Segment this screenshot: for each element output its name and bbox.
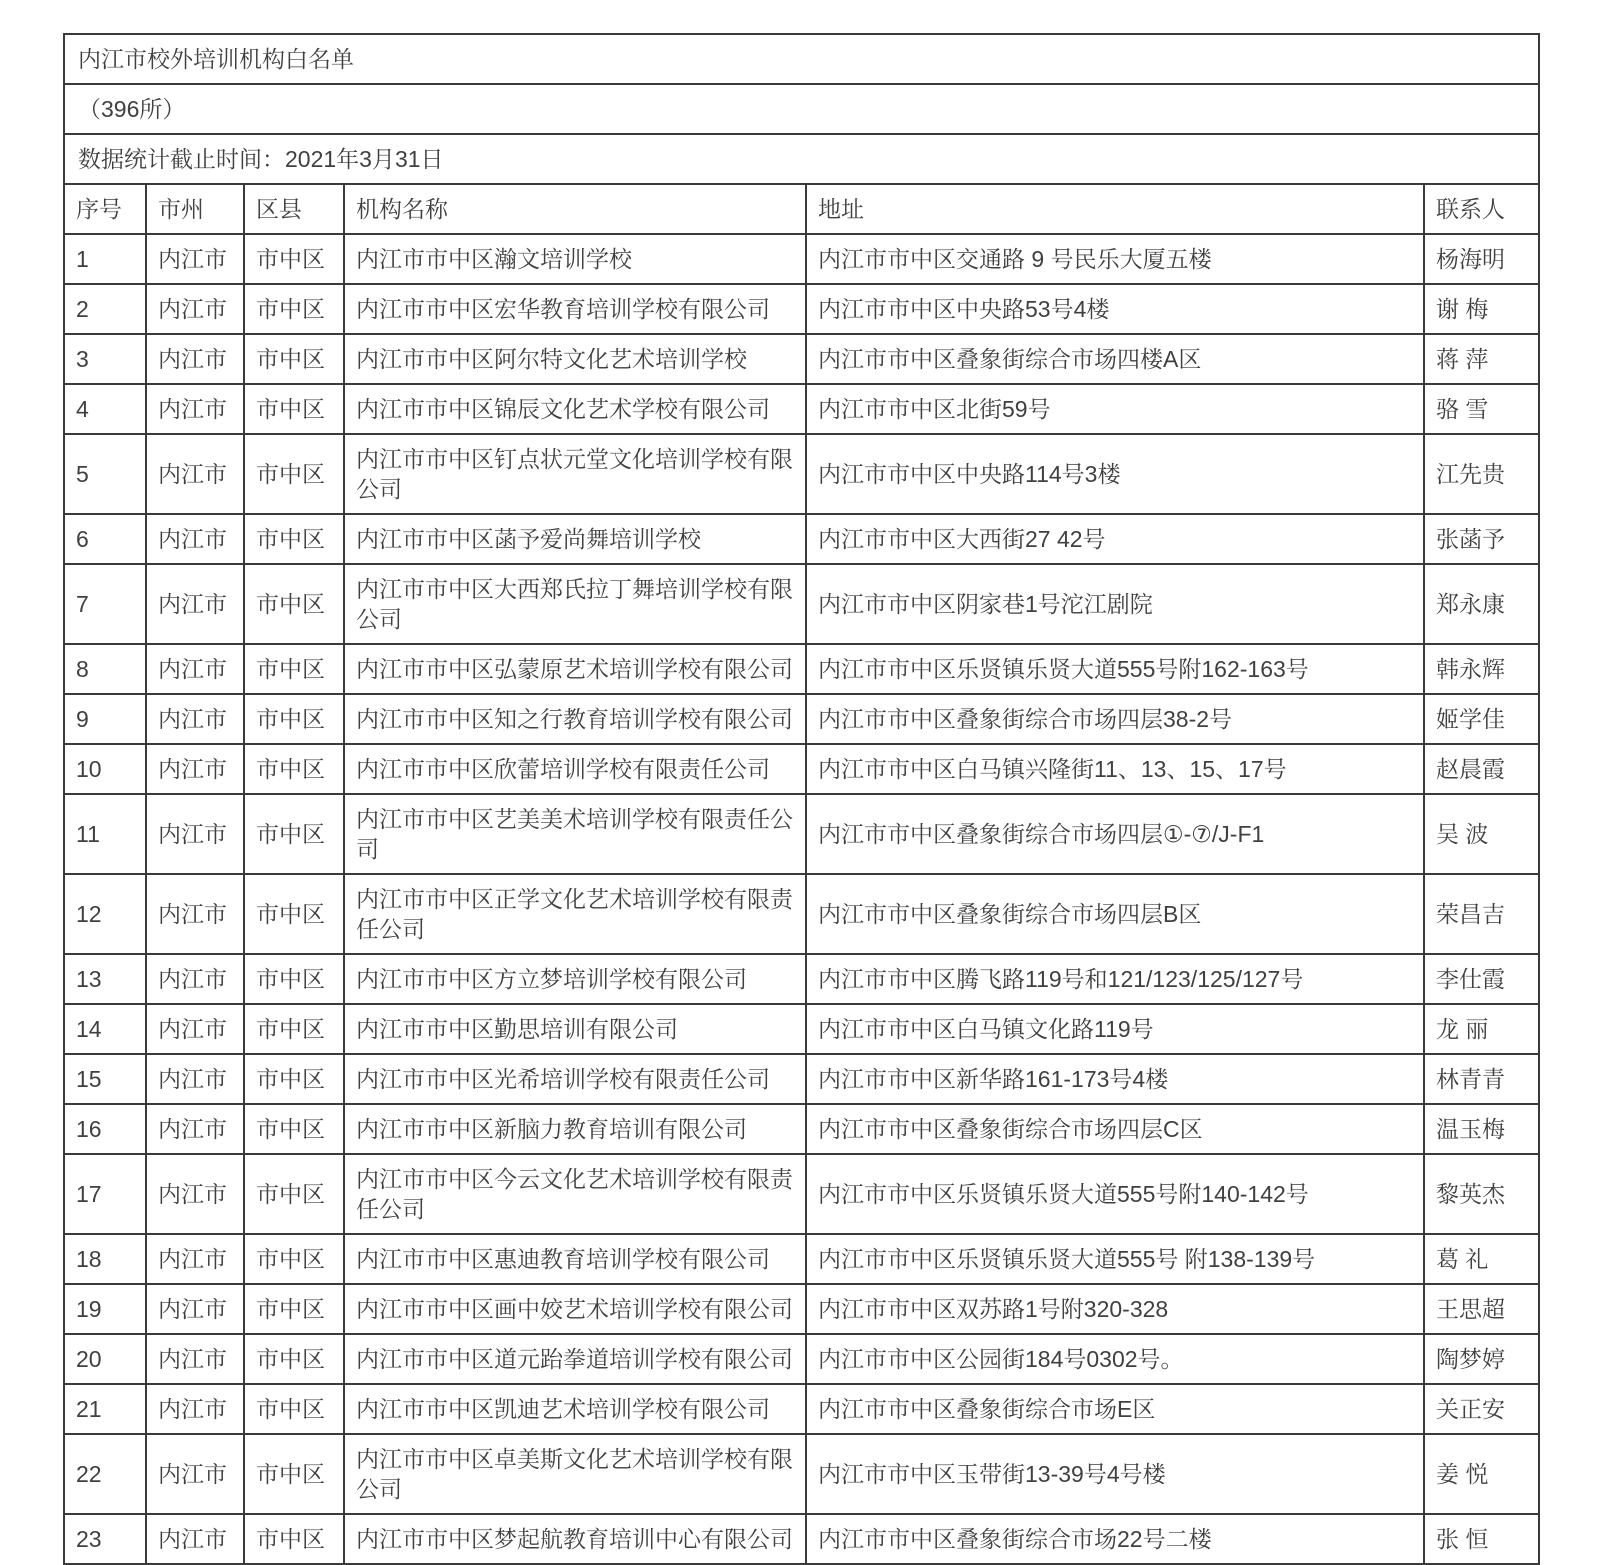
table-row: [64, 1104, 1539, 1154]
whitelist-table: [63, 33, 1540, 1565]
cell-district: 市中区: [244, 334, 344, 384]
cell-district: 市中区: [244, 954, 344, 1004]
cell-address: 内江市市中区双苏路1号附320-328: [806, 1284, 1424, 1334]
table-row: [64, 1054, 1539, 1104]
cell-district: 市中区: [244, 1154, 344, 1234]
cell-city: 内江市: [146, 1334, 244, 1384]
cell-district: 市中区: [244, 1334, 344, 1384]
cell-address: 内江市市中区乐贤镇乐贤大道555号附162-163号: [806, 644, 1424, 694]
cell-index: 5: [64, 434, 146, 514]
table-row: [64, 1514, 1539, 1564]
cell-address: 内江市市中区叠象街综合市场四层B区: [806, 874, 1424, 954]
cell-name: 内江市市中区凯迪艺术培训学校有限公司: [344, 1384, 806, 1434]
header-address: 地址: [806, 184, 1424, 234]
cell-contact: 关正安: [1424, 1384, 1539, 1434]
cell-name: 内江市市中区方立梦培训学校有限公司: [344, 954, 806, 1004]
header-name: 机构名称: [344, 184, 806, 234]
cell-name: 内江市市中区菡予爱尚舞培训学校: [344, 514, 806, 564]
cell-index: 7: [64, 564, 146, 644]
cell-contact: 姜 悦: [1424, 1434, 1539, 1514]
cell-index: 19: [64, 1284, 146, 1334]
cell-address: 内江市市中区中央路114号3楼: [806, 434, 1424, 514]
whitelist-document: [63, 33, 1538, 1565]
table-row: [64, 384, 1539, 434]
cell-address: 内江市市中区玉带街13-39号4号楼: [806, 1434, 1424, 1514]
title-row: [64, 34, 1539, 84]
cell-contact: 骆 雪: [1424, 384, 1539, 434]
cell-name: 内江市市中区大西郑氏拉丁舞培训学校有限公司: [344, 564, 806, 644]
cell-district: 市中区: [244, 564, 344, 644]
cell-district: 市中区: [244, 384, 344, 434]
cell-index: 13: [64, 954, 146, 1004]
cell-name: 内江市市中区艺美美术培训学校有限责任公司: [344, 794, 806, 874]
cell-address: 内江市市中区叠象街综合市场四楼A区: [806, 334, 1424, 384]
cell-district: 市中区: [244, 694, 344, 744]
table-row: [64, 234, 1539, 284]
cell-district: 市中区: [244, 644, 344, 694]
table-row: [64, 954, 1539, 1004]
cell-district: 市中区: [244, 1234, 344, 1284]
cell-index: 1: [64, 234, 146, 284]
cell-city: 内江市: [146, 384, 244, 434]
cell-address: 内江市市中区交通路 9 号民乐大厦五楼: [806, 234, 1424, 284]
table-row: [64, 1234, 1539, 1284]
cell-contact: 蒋 萍: [1424, 334, 1539, 384]
cell-index: 18: [64, 1234, 146, 1284]
cell-address: 内江市市中区乐贤镇乐贤大道555号附140-142号: [806, 1154, 1424, 1234]
table-row: [64, 1004, 1539, 1054]
count-row: [64, 84, 1539, 134]
cell-name: 内江市市中区勤思培训有限公司: [344, 1004, 806, 1054]
cell-city: 内江市: [146, 794, 244, 874]
cell-city: 内江市: [146, 874, 244, 954]
header-city: 市州: [146, 184, 244, 234]
cell-index: 10: [64, 744, 146, 794]
cell-index: 23: [64, 1514, 146, 1564]
cell-city: 内江市: [146, 1054, 244, 1104]
cell-district: 市中区: [244, 234, 344, 284]
table-row: [64, 434, 1539, 514]
cell-name: 内江市市中区瀚文培训学校: [344, 234, 806, 284]
cell-contact: 黎英杰: [1424, 1154, 1539, 1234]
cell-address: 内江市市中区乐贤镇乐贤大道555号 附138-139号: [806, 1234, 1424, 1284]
cell-name: 内江市市中区光希培训学校有限责任公司: [344, 1054, 806, 1104]
cell-city: 内江市: [146, 1434, 244, 1514]
cell-contact: 江先贵: [1424, 434, 1539, 514]
table-row: [64, 564, 1539, 644]
cell-contact: 郑永康: [1424, 564, 1539, 644]
document-title: 内江市校外培训机构白名单: [64, 34, 1539, 84]
cell-address: 内江市市中区叠象街综合市场四层①-⑦/J-F1: [806, 794, 1424, 874]
cell-city: 内江市: [146, 1384, 244, 1434]
table-row: [64, 1284, 1539, 1334]
cell-district: 市中区: [244, 1054, 344, 1104]
cell-contact: 姬学佳: [1424, 694, 1539, 744]
cell-district: 市中区: [244, 744, 344, 794]
cell-index: 12: [64, 874, 146, 954]
cell-contact: 谢 梅: [1424, 284, 1539, 334]
table-row: [64, 1434, 1539, 1514]
header-index: 序号: [64, 184, 146, 234]
cell-contact: 韩永辉: [1424, 644, 1539, 694]
cell-city: 内江市: [146, 284, 244, 334]
cell-address: 内江市市中区中央路53号4楼: [806, 284, 1424, 334]
cell-address: 内江市市中区大西街27 42号: [806, 514, 1424, 564]
cell-name: 内江市市中区阿尔特文化艺术培训学校: [344, 334, 806, 384]
cell-index: 21: [64, 1384, 146, 1434]
cell-contact: 陶梦婷: [1424, 1334, 1539, 1384]
cell-name: 内江市市中区道元跆拳道培训学校有限公司: [344, 1334, 806, 1384]
cell-city: 内江市: [146, 1234, 244, 1284]
cell-name: 内江市市中区锦辰文化艺术学校有限公司: [344, 384, 806, 434]
cell-city: 内江市: [146, 954, 244, 1004]
header-row: [64, 184, 1539, 234]
table-row: [64, 644, 1539, 694]
table-row: [64, 794, 1539, 874]
cell-city: 内江市: [146, 1154, 244, 1234]
table-row: [64, 334, 1539, 384]
cell-contact: 葛 礼: [1424, 1234, 1539, 1284]
cell-index: 3: [64, 334, 146, 384]
cell-address: 内江市市中区叠象街综合市场四层38-2号: [806, 694, 1424, 744]
institution-count: （396所）: [64, 84, 1539, 134]
cell-city: 内江市: [146, 434, 244, 514]
cell-city: 内江市: [146, 694, 244, 744]
cell-address: 内江市市中区公园街184号0302号。: [806, 1334, 1424, 1384]
cell-name: 内江市市中区弘蒙原艺术培训学校有限公司: [344, 644, 806, 694]
cell-contact: 温玉梅: [1424, 1104, 1539, 1154]
cell-district: 市中区: [244, 1004, 344, 1054]
table-row: [64, 1154, 1539, 1234]
cell-city: 内江市: [146, 514, 244, 564]
cell-district: 市中区: [244, 1514, 344, 1564]
cell-index: 14: [64, 1004, 146, 1054]
cell-address: 内江市市中区阴家巷1号沱江剧院: [806, 564, 1424, 644]
cell-index: 22: [64, 1434, 146, 1514]
cell-index: 4: [64, 384, 146, 434]
cell-city: 内江市: [146, 1104, 244, 1154]
cell-name: 内江市市中区卓美斯文化艺术培训学校有限公司: [344, 1434, 806, 1514]
cell-address: 内江市市中区新华路161-173号4楼: [806, 1054, 1424, 1104]
cell-name: 内江市市中区宏华教育培训学校有限公司: [344, 284, 806, 334]
cell-city: 内江市: [146, 744, 244, 794]
cell-district: 市中区: [244, 514, 344, 564]
cell-district: 市中区: [244, 1434, 344, 1514]
table-row: [64, 874, 1539, 954]
cell-name: 内江市市中区知之行教育培训学校有限公司: [344, 694, 806, 744]
cell-address: 内江市市中区白马镇兴隆街11、13、15、17号: [806, 744, 1424, 794]
header-contact: 联系人: [1424, 184, 1539, 234]
cell-name: 内江市市中区画中姣艺术培训学校有限公司: [344, 1284, 806, 1334]
date-row: [64, 134, 1539, 184]
cell-index: 17: [64, 1154, 146, 1234]
cell-contact: 赵晨霞: [1424, 744, 1539, 794]
cell-city: 内江市: [146, 234, 244, 284]
cell-contact: 吴 波: [1424, 794, 1539, 874]
cell-district: 市中区: [244, 1384, 344, 1434]
cell-district: 市中区: [244, 1284, 344, 1334]
cell-address: 内江市市中区腾飞路119号和121/123/125/127号: [806, 954, 1424, 1004]
cell-city: 内江市: [146, 1004, 244, 1054]
table-row: [64, 744, 1539, 794]
cell-city: 内江市: [146, 644, 244, 694]
header-district: 区县: [244, 184, 344, 234]
cell-contact: 杨海明: [1424, 234, 1539, 284]
table-row: [64, 694, 1539, 744]
cell-contact: 林青青: [1424, 1054, 1539, 1104]
cell-address: 内江市市中区北街59号: [806, 384, 1424, 434]
cell-district: 市中区: [244, 434, 344, 514]
cell-district: 市中区: [244, 874, 344, 954]
cell-index: 8: [64, 644, 146, 694]
cell-contact: 张 恒: [1424, 1514, 1539, 1564]
cell-name: 内江市市中区钉点状元堂文化培训学校有限公司: [344, 434, 806, 514]
cell-contact: 龙 丽: [1424, 1004, 1539, 1054]
table-row: [64, 514, 1539, 564]
cell-index: 2: [64, 284, 146, 334]
cell-index: 20: [64, 1334, 146, 1384]
cell-address: 内江市市中区叠象街综合市场22号二楼: [806, 1514, 1424, 1564]
cell-name: 内江市市中区惠迪教育培训学校有限公司: [344, 1234, 806, 1284]
cell-city: 内江市: [146, 1514, 244, 1564]
cell-name: 内江市市中区今云文化艺术培训学校有限责任公司: [344, 1154, 806, 1234]
data-cutoff-note: 数据统计截止时间：2021年3月31日: [64, 134, 1539, 184]
cell-address: 内江市市中区叠象街综合市场四层C区: [806, 1104, 1424, 1154]
cell-district: 市中区: [244, 284, 344, 334]
cell-index: 6: [64, 514, 146, 564]
cell-index: 16: [64, 1104, 146, 1154]
cell-name: 内江市市中区梦起航教育培训中心有限公司: [344, 1514, 806, 1564]
cell-index: 15: [64, 1054, 146, 1104]
cell-name: 内江市市中区欣蕾培训学校有限责任公司: [344, 744, 806, 794]
cell-city: 内江市: [146, 564, 244, 644]
cell-contact: 王思超: [1424, 1284, 1539, 1334]
cell-contact: 李仕霞: [1424, 954, 1539, 1004]
cell-name: 内江市市中区新脑力教育培训有限公司: [344, 1104, 806, 1154]
cell-district: 市中区: [244, 794, 344, 874]
cell-contact: 张菡予: [1424, 514, 1539, 564]
cell-contact: 荣昌吉: [1424, 874, 1539, 954]
table-row: [64, 1384, 1539, 1434]
cell-city: 内江市: [146, 1284, 244, 1334]
cell-index: 11: [64, 794, 146, 874]
cell-name: 内江市市中区正学文化艺术培训学校有限责任公司: [344, 874, 806, 954]
table-row: [64, 1334, 1539, 1384]
cell-address: 内江市市中区叠象街综合市场E区: [806, 1384, 1424, 1434]
cell-district: 市中区: [244, 1104, 344, 1154]
cell-index: 9: [64, 694, 146, 744]
table-row: [64, 284, 1539, 334]
cell-city: 内江市: [146, 334, 244, 384]
cell-address: 内江市市中区白马镇文化路119号: [806, 1004, 1424, 1054]
